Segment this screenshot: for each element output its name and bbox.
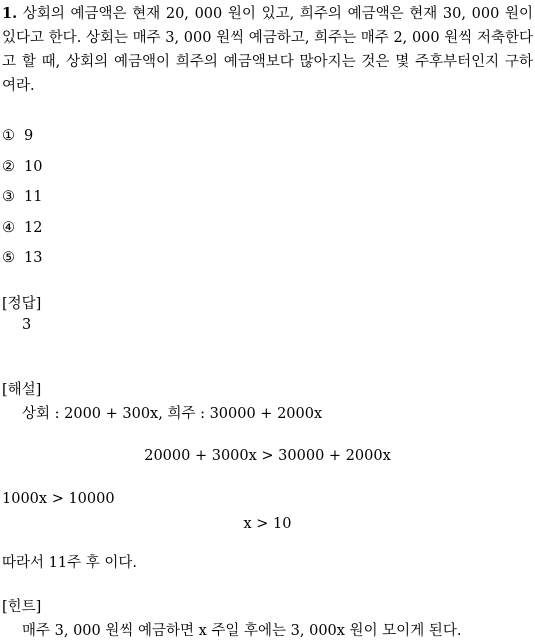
solution-equation-2: x > 10 [243, 516, 292, 532]
choice-4-mark: ④ [2, 220, 15, 236]
choice-4[interactable] [2, 220, 42, 236]
problem-statement [2, 2, 533, 98]
choice-1-mark: ① [2, 128, 15, 144]
choice-3-value: 11 [24, 189, 43, 205]
choice-5-value: 13 [24, 250, 43, 266]
solution-label: [해설] [2, 382, 42, 398]
solution-conclusion: 따라서 11주 후 이다. [2, 555, 137, 571]
choice-3-mark: ③ [2, 189, 15, 205]
choice-4-value: 12 [24, 220, 43, 236]
solution-equation-1: 20000 + 3000x > 30000 + 2000x [144, 448, 391, 464]
solution-line-2: 1000x > 10000 [2, 491, 115, 507]
hint-text: 매주 3, 000 원씩 예금하면 x 주일 후에는 3, 000x 원이 모이게 된다. [22, 623, 462, 639]
choice-2-value: 10 [24, 159, 43, 175]
choice-1-value: 9 [24, 128, 34, 144]
choice-1[interactable] [2, 128, 33, 144]
choice-2-mark: ② [2, 159, 15, 175]
choice-5-mark: ⑤ [2, 250, 15, 266]
solution-line-1: 상회 : 2000 + 300x, 희주 : 30000 + 2000x [22, 406, 323, 422]
answer-value: 3 [22, 317, 32, 333]
choice-5[interactable] [2, 250, 42, 266]
answer-label: [정답] [2, 296, 42, 312]
choice-3[interactable] [2, 189, 42, 205]
hint-label: [힌트] [2, 599, 42, 615]
problem-text: 상회의 예금액은 현재 20, 000 원이 있고, 희주의 예금액은 현재 30, 000 원이 있다고 한다. 상회는 매주 3, 000 원씩 예금하고, 희주는 매주 2, 000 원씩 저축한다고 할 때, 상회의 예금액이 희주의 예금액보다 많아지는 것은 몇 주후부터인지 구하여라. [2, 6, 534, 94]
choice-2[interactable] [2, 159, 42, 175]
problem-number: 1. [2, 5, 18, 22]
